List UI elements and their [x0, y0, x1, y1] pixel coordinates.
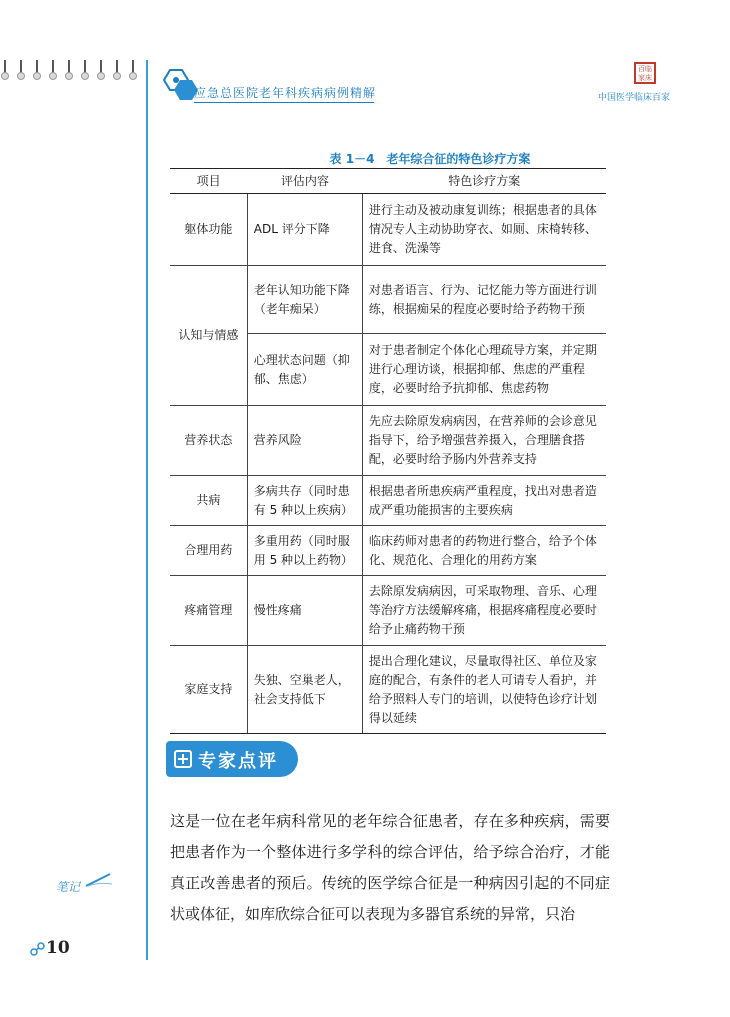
item-cell: 营养状态 — [170, 406, 247, 476]
binding-hole — [100, 60, 102, 74]
table-row — [170, 194, 606, 266]
binding-hole — [4, 60, 6, 74]
binding-holes — [0, 60, 150, 80]
binding-hole — [36, 60, 38, 74]
plan-cell: 根据患者所患疾病严重程度，找出对患者造成严重功能损害的主要疾病 — [362, 476, 606, 526]
item-cell: 认知与情感 — [170, 266, 247, 406]
item-cell: 躯体功能 — [170, 194, 247, 266]
plan-cell: 对患者语言、行为、记忆能力等方面进行训练，根据痴呆的程度必要时给予药物干预 — [362, 266, 606, 334]
notes-label: 笔记 — [56, 880, 81, 894]
table-caption: 表 1－4 老年综合征的特色诊疗方案 — [329, 152, 531, 166]
series-seal: 百临家床 — [634, 62, 656, 84]
page-ornament-icon — [30, 941, 46, 957]
plan-cell: 提出合理化建议，尽量取得社区、单位及家庭的配合，有条件的老人可请专人看护，并给予照料人专门的培训，以使特色诊疗计划得以延续 — [362, 646, 606, 734]
header-underline — [194, 102, 374, 103]
section-title: 专家点评 — [198, 751, 278, 772]
plan-cell: 先应去除原发病病因，在营养师的会诊意见指导下，给予增强营养摄入，合理膳食搭配，必要时给予肠内外营养支持 — [362, 406, 606, 476]
binding-hole — [116, 60, 118, 74]
eval-cell: 失独、空巢老人，社会支持低下 — [247, 646, 362, 734]
table-row — [170, 576, 606, 646]
table-header-row — [170, 169, 606, 194]
item-cell: 家庭支持 — [170, 646, 247, 734]
plan-cell: 去除原发病病因，可采取物理、音乐、心理等治疗方法缓解疼痛，根据疼痛程度必要时给予止痛药物干预 — [362, 576, 606, 646]
eval-cell: 多病共存（同时患有 5 种以上疾病） — [247, 476, 362, 526]
item-cell: 共病 — [170, 476, 247, 526]
column-header: 特色诊疗方案 — [362, 169, 606, 194]
eval-cell: 心理状态问题（抑郁、焦虑） — [247, 334, 362, 406]
medical-plus-icon — [174, 750, 192, 768]
plan-cell: 临床药师对患者的药物进行整合，给予个体化、规范化、合理化的用药方案 — [362, 526, 606, 576]
series-name: 中国医学临床百家 — [597, 93, 670, 103]
binding-hole — [132, 60, 134, 74]
eval-cell: 慢性疼痛 — [247, 576, 362, 646]
item-cell: 疼痛管理 — [170, 576, 247, 646]
binding-hole — [84, 60, 86, 74]
plan-cell: 对于患者制定个体化心理疏导方案，并定期进行心理访谈，根据抑郁、焦虑的严重程度，必要时给予抗抑郁、焦虑药物 — [362, 334, 606, 406]
pen-icon — [84, 872, 114, 888]
diagnosis-table — [170, 168, 606, 734]
eval-cell: 营养风险 — [247, 406, 362, 476]
eval-cell: ADL 评分下降 — [247, 194, 362, 266]
page-header — [160, 62, 690, 102]
table-row — [170, 646, 606, 734]
binding-hole — [52, 60, 54, 74]
eval-cell: 多重用药（同时服用 5 种以上药物） — [247, 526, 362, 576]
margin-line — [146, 60, 148, 960]
item-cell: 合理用药 — [170, 526, 247, 576]
eval-cell: 老年认知功能下降（老年痴呆） — [247, 266, 362, 334]
column-header: 评估内容 — [247, 169, 362, 194]
plan-cell: 进行主动及被动康复训练；根据患者的具体情况专人主动协助穿衣、如厕、床椅转移、进食、洗澡等 — [362, 194, 606, 266]
binding-hole — [68, 60, 70, 74]
table-row — [170, 266, 606, 334]
header-title: 应急总医院老年科疾病病例精解 — [194, 86, 377, 100]
table-row — [170, 476, 606, 526]
table-row — [170, 526, 606, 576]
column-header: 项目 — [170, 169, 247, 194]
table-row — [170, 406, 606, 476]
binding-hole — [20, 60, 22, 74]
page-number: 10 — [46, 938, 70, 958]
body-paragraph: 这是一位在老年病科常见的老年综合征患者，存在多种疾病，需要把患者作为一个整体进行多学科的综合评估，给予综合治疗，才能真正改善患者的预后。传统的医学综合征是一种病因引起的不同症状或体征，如库欣综合征可以表现为多器官系统的异常，只治 — [170, 812, 610, 923]
